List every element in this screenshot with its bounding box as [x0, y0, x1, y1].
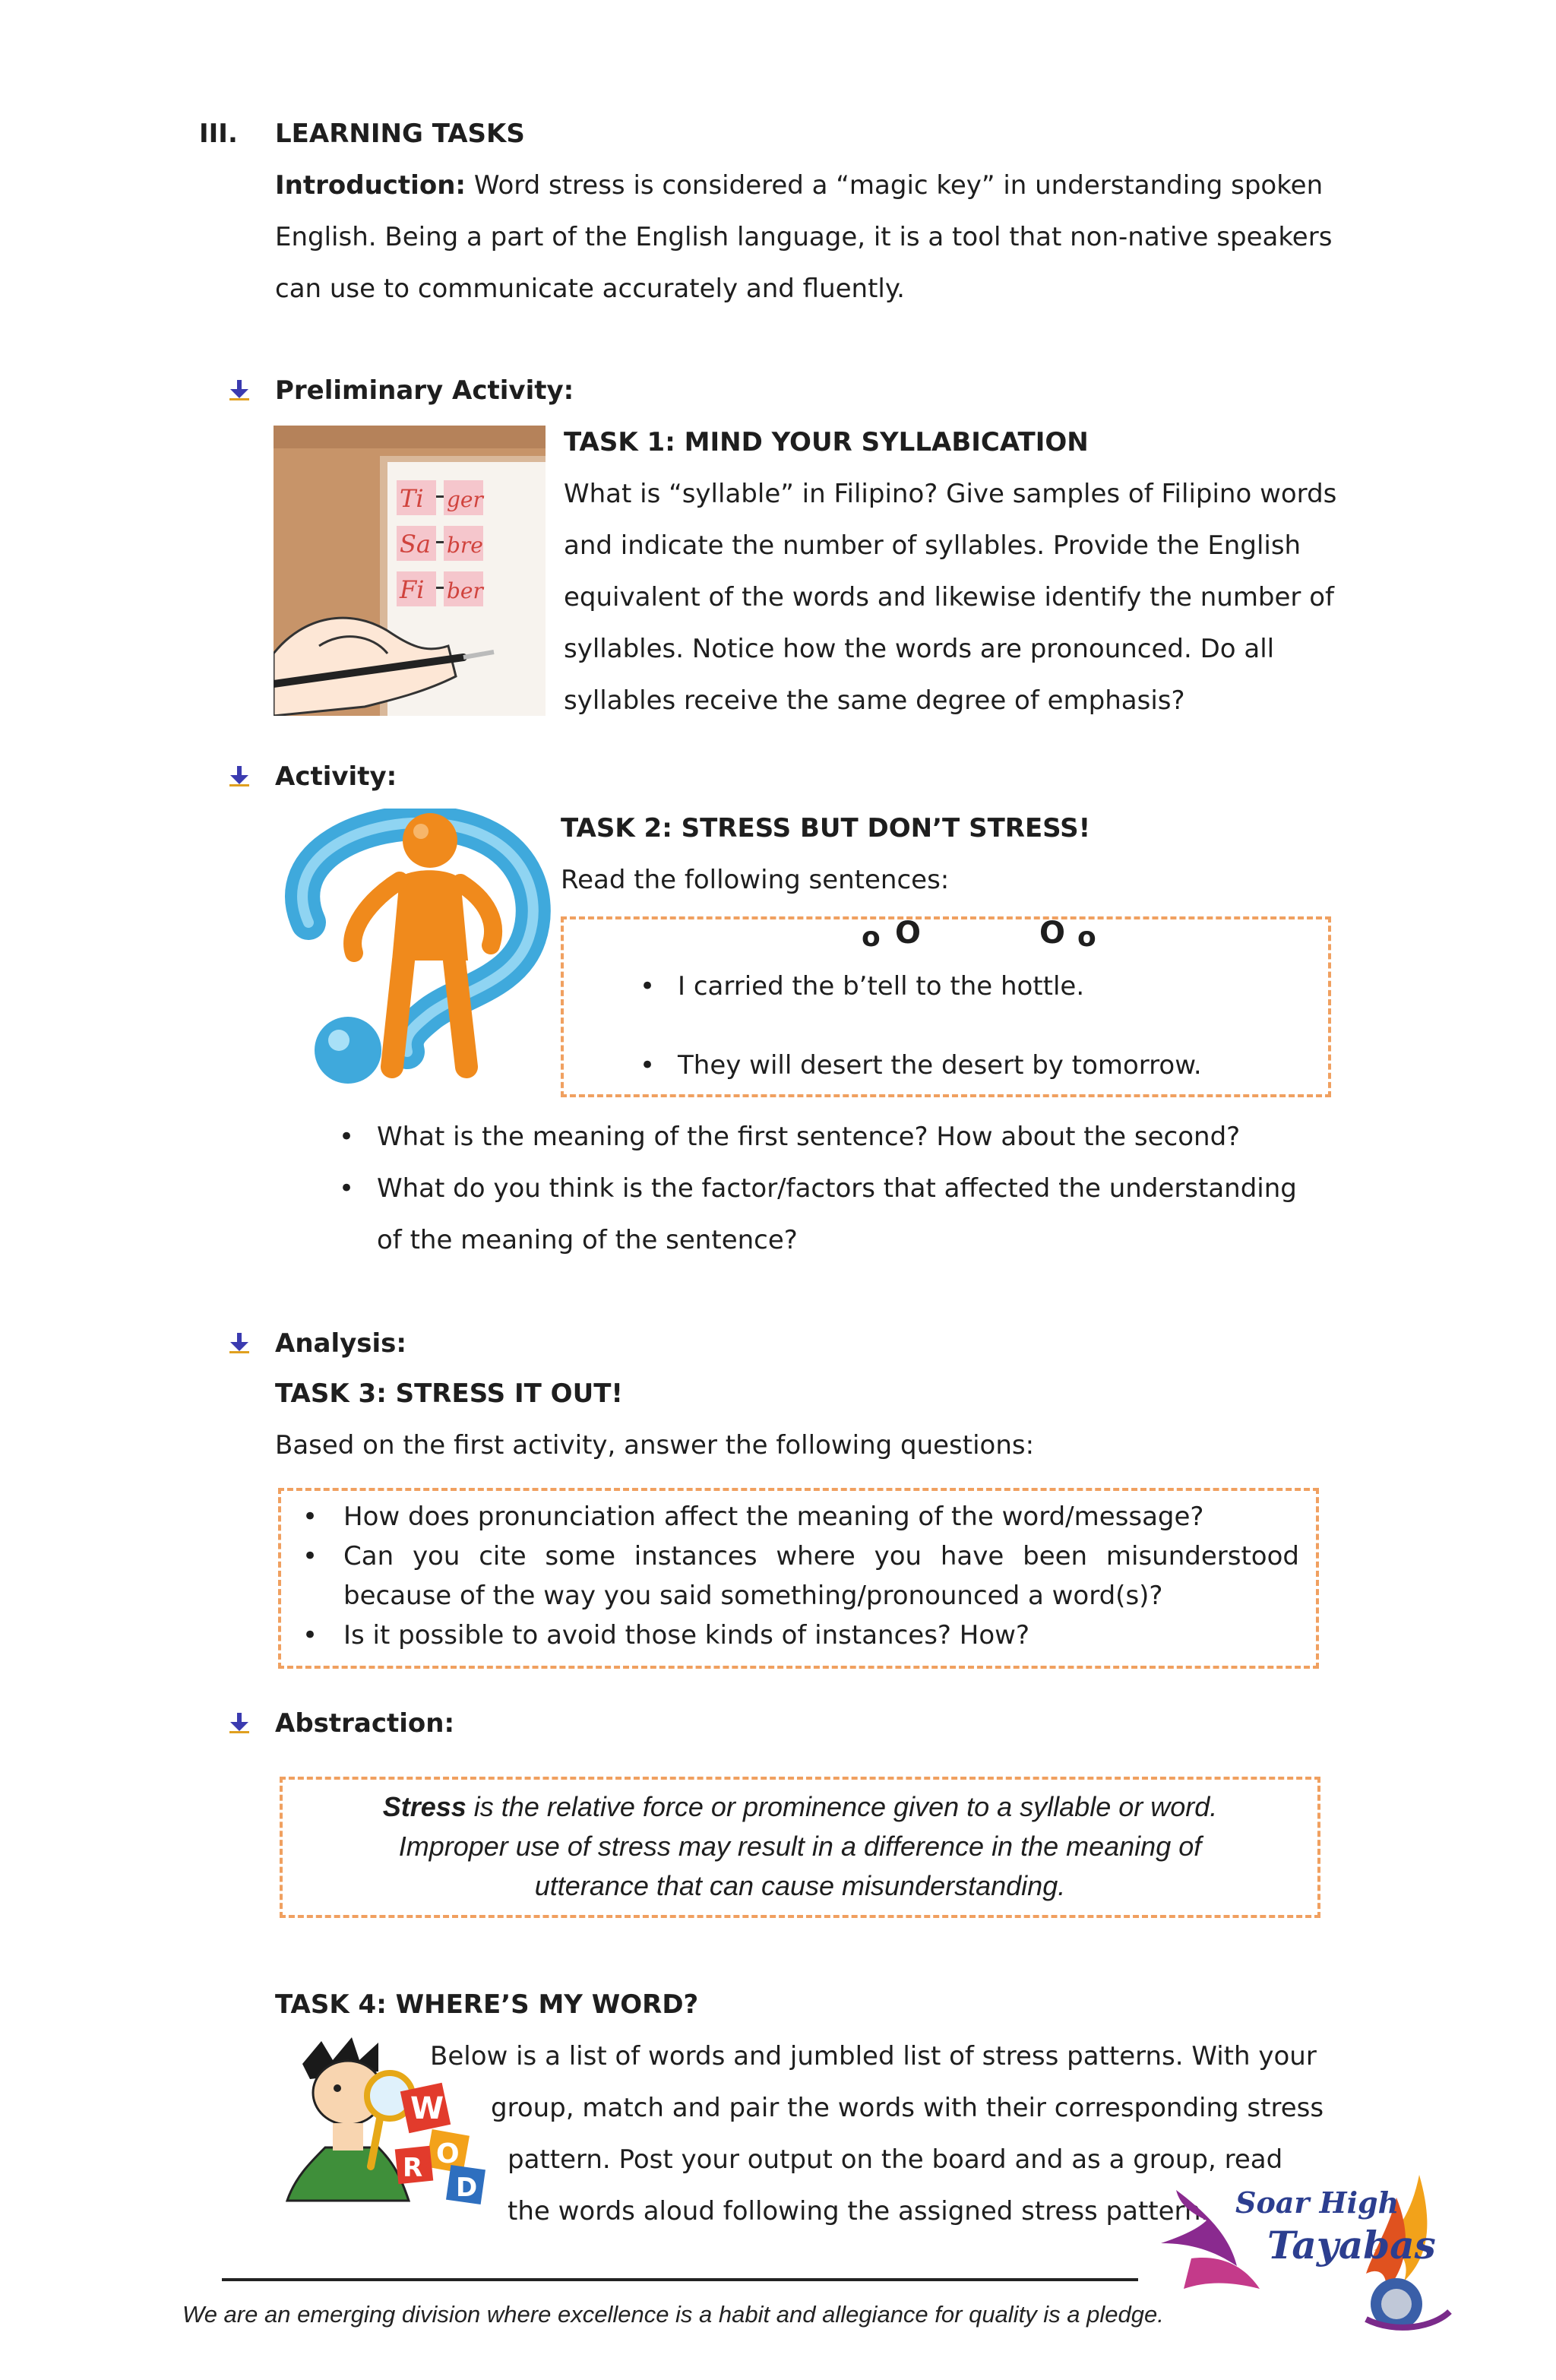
task4-title: TASK 4: WHERE’S MY WORD? — [275, 1989, 699, 2020]
analysis-label: Analysis: — [275, 1328, 407, 1359]
preliminary-label: Preliminary Activity: — [275, 375, 574, 406]
task1-line-2: and indicate the number of syllables. Provide the English — [564, 530, 1301, 561]
image-letter-d: D — [456, 2173, 478, 2203]
task2-title: TASK 2: STRESS BUT DON’T STRESS! — [561, 813, 1091, 843]
analysis-item: • Is it possible to avoid those kinds of instances? How? — [302, 1620, 1029, 1650]
activity-label: Activity: — [275, 761, 397, 792]
image-letter-w: W — [410, 2091, 444, 2126]
arrow-down-bullet-icon — [228, 1711, 251, 1734]
analysis-item: • Can you cite some instances where you have been misunderstood — [302, 1541, 1299, 1571]
analysis-item: • How does pronunciation affect the meaning of the word/message? — [302, 1502, 1204, 1532]
task1-line-5: syllables receive the same degree of emphasis? — [564, 685, 1185, 716]
analysis-questions — [296, 1497, 1299, 1655]
question-item: • What is the meaning of the first sentence? How about the second? — [328, 1111, 1392, 1163]
task3-title: TASK 3: STRESS IT OUT! — [275, 1378, 623, 1409]
logo-tayabas: Tayabas — [1267, 2223, 1436, 2268]
arrow-down-bullet-icon — [228, 378, 251, 401]
syllable-board-image — [274, 426, 546, 716]
analysis-item-continued: because of the way you said something/pronounced a word(s)? — [343, 1581, 1163, 1611]
task1-line-1: What is “syllable” in Filipino? Give samples of Filipino words — [564, 479, 1337, 509]
task2-instruction: Read the following sentences: — [561, 865, 950, 895]
image-letter-r: R — [403, 2153, 423, 2183]
task4-line-2: group, match and pair the words with their corresponding stress — [491, 2093, 1324, 2123]
image-word-ber: ber — [447, 578, 483, 603]
question-mark-figure-image — [278, 809, 552, 1094]
image-word-fi: Fi — [400, 575, 425, 604]
abstraction-label: Abstraction: — [275, 1708, 455, 1739]
stress-mark-2: O — [895, 916, 922, 951]
footer-rule — [222, 2278, 1138, 2281]
stress-term: Stress — [382, 1791, 466, 1822]
sentences-list — [629, 961, 1313, 1091]
intro-line-2: English. Being a part of the English language, it is a tool that non-native speakers — [275, 222, 1333, 252]
section-numeral: III. — [199, 119, 238, 149]
task1-paragraph — [564, 468, 1375, 726]
intro-line-3: can use to communicate accurately and fluently. — [275, 274, 905, 304]
task4-line-4: the words aloud following the assigned stress pattern. — [508, 2196, 1210, 2227]
intro-paragraph — [275, 160, 1375, 315]
footer-motto: We are an emerging division where excellence is a habit and allegiance for quality is a pledge. — [182, 2301, 1164, 2328]
image-word-bre: bre — [447, 533, 483, 558]
stress-definition — [280, 1787, 1320, 1906]
image-word-ti: Ti — [400, 484, 424, 513]
definition-line-2: Improper use of stress may result in a difference in the meaning of — [398, 1831, 1202, 1862]
task4-line-3: pattern. Post your output on the board and as a group, read — [508, 2144, 1283, 2175]
task4-line-1: Below is a list of words and jumbled list of stress patterns. With your — [430, 2041, 1317, 2071]
image-letter-o: O — [436, 2138, 460, 2170]
sentence-item: • They will desert the desert by tomorrow. — [629, 1040, 1313, 1091]
task3-instruction: Based on the first activity, answer the following questions: — [275, 1430, 1035, 1461]
task1-line-3: equivalent of the words and likewise identify the number of — [564, 582, 1334, 612]
sentence-item: • I carried the b’tell to the hottle. — [629, 961, 1313, 1012]
definition-line-1: is the relative force or prominence given to a syllable or word. — [466, 1791, 1218, 1822]
image-word-ger: ger — [447, 487, 483, 512]
arrow-down-bullet-icon — [228, 764, 251, 787]
section-heading: LEARNING TASKS — [275, 119, 525, 149]
stress-mark-1: o — [862, 922, 881, 953]
image-word-sa: Sa — [400, 530, 431, 559]
logo-soar-high: Soar High — [1235, 2185, 1399, 2220]
definition-line-3: utterance that can cause misunderstanding. — [534, 1870, 1066, 1901]
arrow-down-bullet-icon — [228, 1331, 251, 1354]
soar-high-tayabas-logo-icon — [1146, 2167, 1457, 2336]
task1-line-4: syllables. Notice how the words are pronounced. Do all — [564, 634, 1275, 664]
task1-title: TASK 1: MIND YOUR SYLLABICATION — [564, 427, 1089, 457]
question-item: • What do you think is the factor/factors that affected the understanding — [328, 1163, 1392, 1214]
stress-mark-3: O — [1039, 916, 1066, 951]
intro-line-1: Word stress is considered a “magic key” in understanding spoken — [473, 170, 1324, 201]
stress-mark-4: o — [1077, 922, 1096, 953]
intro-label: Introduction: — [275, 170, 466, 201]
activity-questions — [328, 1111, 1392, 1214]
question-item-continued: of the meaning of the sentence? — [377, 1225, 798, 1255]
